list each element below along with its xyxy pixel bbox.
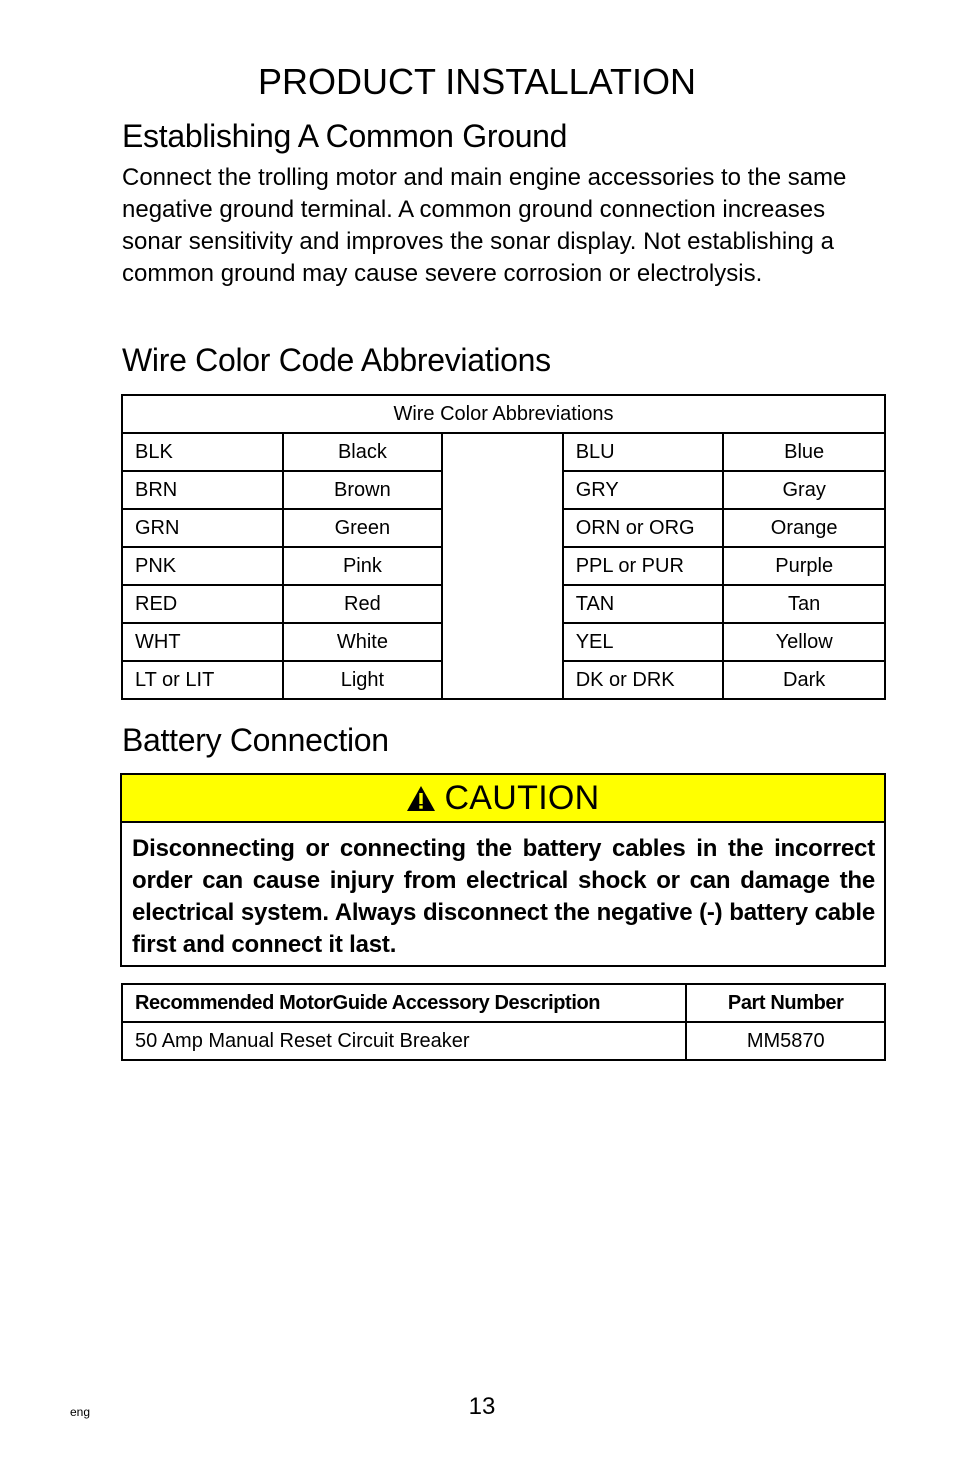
table-row <box>122 433 885 471</box>
color-cell: Gray <box>723 471 885 509</box>
abbr-cell: BLK <box>122 433 283 471</box>
spacer-cell <box>442 433 563 699</box>
accessory-part-cell: MM5870 <box>686 1022 885 1060</box>
color-cell: Yellow <box>723 623 885 661</box>
color-cell: Purple <box>723 547 885 585</box>
accessory-description-cell: 50 Amp Manual Reset Circuit Breaker <box>122 1022 686 1060</box>
abbr-cell: DK or DRK <box>563 661 724 699</box>
wire-heading: Wire Color Code Abbreviations <box>122 342 551 378</box>
abbr-cell: GRY <box>563 471 724 509</box>
abbr-cell: LT or LIT <box>122 661 283 699</box>
caution-header <box>122 775 884 823</box>
page-number: 13 <box>468 1393 496 1420</box>
color-cell: Pink <box>283 547 443 585</box>
color-cell: Tan <box>723 585 885 623</box>
battery-heading: Battery Connection <box>122 722 389 758</box>
ground-heading: Establishing A Common Ground <box>122 118 568 154</box>
color-cell: White <box>283 623 443 661</box>
color-cell: Dark <box>723 661 885 699</box>
language-code: eng <box>70 1405 91 1419</box>
page-title: PRODUCT INSTALLATION <box>257 61 697 102</box>
abbr-cell: ORN or ORG <box>563 509 724 547</box>
wire-table-title: Wire Color Abbreviations <box>122 395 885 433</box>
ground-paragraph: Connect the trolling motor and main engine accessories to the same negative ground terminal. A common ground connection increases sonar sensitivity and improves the sonar display. Not establishing a common ground may cause severe corrosion or electrolysis. <box>122 164 847 287</box>
accessory-header-description: Recommended MotorGuide Accessory Description <box>122 984 686 1022</box>
color-cell: Orange <box>723 509 885 547</box>
color-cell: Black <box>283 433 443 471</box>
table-row <box>122 1022 885 1060</box>
abbr-cell: TAN <box>563 585 724 623</box>
abbr-cell: YEL <box>563 623 724 661</box>
wire-color-table <box>121 394 886 700</box>
caution-box <box>120 773 886 967</box>
color-cell: Red <box>283 585 443 623</box>
warning-triangle-icon <box>406 785 436 812</box>
abbr-cell: GRN <box>122 509 283 547</box>
abbr-cell: BRN <box>122 471 283 509</box>
accessory-header-part: Part Number <box>686 984 885 1022</box>
abbr-cell: RED <box>122 585 283 623</box>
abbr-cell: BLU <box>563 433 724 471</box>
abbr-cell: WHT <box>122 623 283 661</box>
color-cell: Brown <box>283 471 443 509</box>
caution-text: Disconnecting or connecting the battery cables in the incorrect order can cause injury from electrical shock or can damage the electrical system. Always disconnect the negative (-) battery cable first and connect it last. <box>132 835 875 958</box>
color-cell: Light <box>283 661 443 699</box>
color-cell: Green <box>283 509 443 547</box>
abbr-cell: PPL or PUR <box>563 547 724 585</box>
caution-label: CAUTION <box>444 778 600 817</box>
abbr-cell: PNK <box>122 547 283 585</box>
accessory-table <box>121 983 886 1061</box>
color-cell: Blue <box>723 433 885 471</box>
